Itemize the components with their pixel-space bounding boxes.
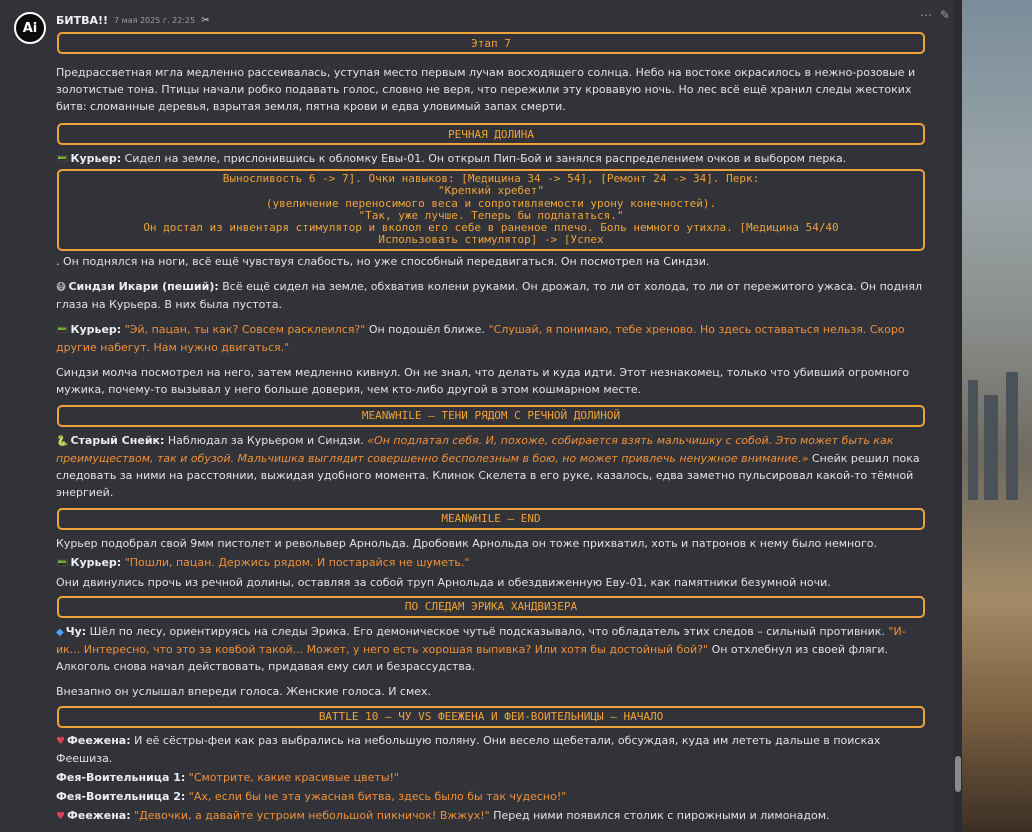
meanwhile-header: MEANWHILE – ТЕНИ РЯДОМ С РЕЧНОЙ ДОЛИНОЙ [57,405,925,427]
stage-header: Этап 7 [57,32,925,54]
river-valley-header: РЕЧНАЯ ДОЛИНА [57,123,925,145]
background-tower [968,380,978,500]
desktop-background [962,0,1032,832]
meanwhile-end-header: MEANWHILE – END [57,508,925,530]
author-name[interactable]: БИТВА!! [56,13,109,27]
pencil-icon[interactable]: ✎ [939,8,950,22]
pipboy-icon: 📟 [56,154,69,165]
heart-icon: ♥ [56,810,65,822]
background-tower [1006,372,1018,500]
stats-line: Выносливость 6 -> 7]. Очки навыков: [Медицина 34 -> 54], [Ремонт 24 -> 34]. Перк: [222,172,760,185]
chu-line: ◆ Чу: Шёл по лесу, ориентируясь на следы Эрика. Его демоническое чутьё подсказывало, что обладатель этих следов – сильный противник. "И-ик... Интересно, что это за ковбой такой... Может, у него есть хорошая выпивка? Или хотя бы достойный бой?" Он отхлебнул из своей фляги. Алкоголь снова начал действовать, придавая ему сил и безрассудства. [56,624,906,673]
stats-line: "Крепкий хребет" [438,184,544,198]
avatar[interactable]: Ai [14,12,46,44]
shinji-line: 😷 Синдзи Икари (пеший): Всё ещё сидел на земле, обхватив колени руками. Он дрожал, то ли от холода, то ли от пережитого ужаса. Он поднял глаза на Курьера. В них была пустота. [56,279,922,311]
stats-line: (увеличение переносимого веса и сопротивляемости урону конечностей). [265,196,717,210]
courier-line-1: 📟 Курьер: Сидел на земле, прислонившись к обломку Евы-01. Он открыл Пип-Бой и занялся распределением очков и выбором перка. [56,150,926,168]
intro-paragraph: Предрассветная мгла медленно рассеивалась, уступая место первым лучам восходящего солнца. Небо на востоке окрасилось в нежно-розовые и золотистые тона. Птицы начали робко подавать голос, словно не веря, что пережили эту кровавую ночь. Но лес всё ещё хранил следы жестоких битв: сломанные деревья, взрытая земля, пятна крови и едва уловимый запах смерти. [56,66,916,113]
leave-paragraph: Они двинулись прочь из речной долины, оставляя за собой труп Арнольда и обездвиженную Еву-01, как памятники безумной ночи. [56,575,831,589]
warrior1-line: Фея-Воительница 1: "Смотрите, какие красивые цветы!" [56,770,399,784]
voices-paragraph: Внезапно он услышал впереди голоса. Женские голоса. И смех. [56,684,432,698]
tools-icon: ✂ [201,14,210,26]
snake-icon: 🐍 [56,435,69,447]
stats-line: Использовать стимулятор] -> [Успех [378,233,604,247]
more-icon[interactable]: ⋯ [919,8,932,22]
message-content [56,32,926,825]
blue-gem-icon: ◆ [56,626,64,638]
pipboy-icon: 📟 [56,557,69,569]
pipboy-icon: 📟 [56,324,69,336]
message-header [56,12,210,28]
trail-header: ПО СЛЕДАМ ЭРИКА ХАНДВИЗЕРА [57,596,925,618]
mask-icon: 😷 [56,281,67,293]
scrollbar-thumb[interactable] [955,756,961,792]
after-stats-paragraph: . Он поднялся на ноги, всё ещё чувствуя слабость, но уже способный передвигаться. Он посмотрел на Синдзи. [56,254,710,268]
stats-line: Он достал из инвентаря стимулятор и вколол его себе в раненое плечо. Боль немного утихла. [Медицина 54/40 [143,221,839,235]
stats-line: "Так, уже лучше. Теперь бы подлататься." [358,208,624,222]
feezhena-line-2: ♥ Феежена: "Девочки, а давайте устроим небольшой пикничок! Вжжух!" Перед ними появился столик с пирожными и лимонадом. [56,807,926,825]
message-timestamp: 7 мая 2025 г. 22:25 [114,15,196,25]
courier-line-2: 📟 Курьер: "Эй, пацан, ты как? Совсем расклеился?" Он подошёл ближе. "Слушай, я понимаю, тебе хреново. Но здесь оставаться нельзя. Скоро другие набегут. Нам нужно двигаться." [56,322,905,354]
weapons-paragraph: Курьер подобрал свой 9мм пистолет и револьвер Арнольда. Дробовик Арнольда он тоже прихватил, хоть и патронов к нему было немного. [56,536,877,550]
battle-header: BATTLE 10 – ЧУ VS ФЕЕЖЕНА И ФЕИ-ВОИТЕЛЬНИЦЫ – НАЧАЛО [57,706,925,728]
shinji-nod-paragraph: Синдзи молча посмотрел на него, затем медленно кивнул. Он не знал, что делать и куда идти. Этот незнакомец, только что убивший огромного мужика, почему-то вызывал у него больше доверия, чем кто-либо другой в этом кошмарном месте. [56,365,910,396]
scrollbar-track[interactable] [954,0,962,832]
feezhena-line-1: ♥ Феежена: И её сёстры-феи как раз выбрались на небольшую поляну. Они весело щебетали, обсуждая, куда им лететь дальше в поисках Феешиза. [56,733,881,765]
snake-line: 🐍 Старый Снейк: Наблюдал за Курьером и Синдзи. «Он подлатал себя. И, похоже, собирается взять мальчишку с собой. Это может быть как преимуществом, так и обузой. Мальчишка выглядит совершенно бесполезным в бою, но может привлечь ненужное внимание.» Снейк решил пока следовать за ними на расстоянии, выжидая удобного момента. Клинок Скелета в его руке, казалось, едва заметно пульсировал какой-то тёмной энергией. [56,433,920,499]
message-actions [920,8,950,22]
heart-icon: ♥ [56,735,65,747]
background-tower [984,395,998,500]
warrior2-line: Фея-Воительница 2: "Ах, если бы не эта ужасная битва, здесь было бы так чудесно!" [56,789,567,803]
courier-line-3: 📟 Курьер: "Пошли, пацан. Держись рядом. И постарайся не шуметь." [56,554,926,572]
stats-code-block [57,169,925,251]
